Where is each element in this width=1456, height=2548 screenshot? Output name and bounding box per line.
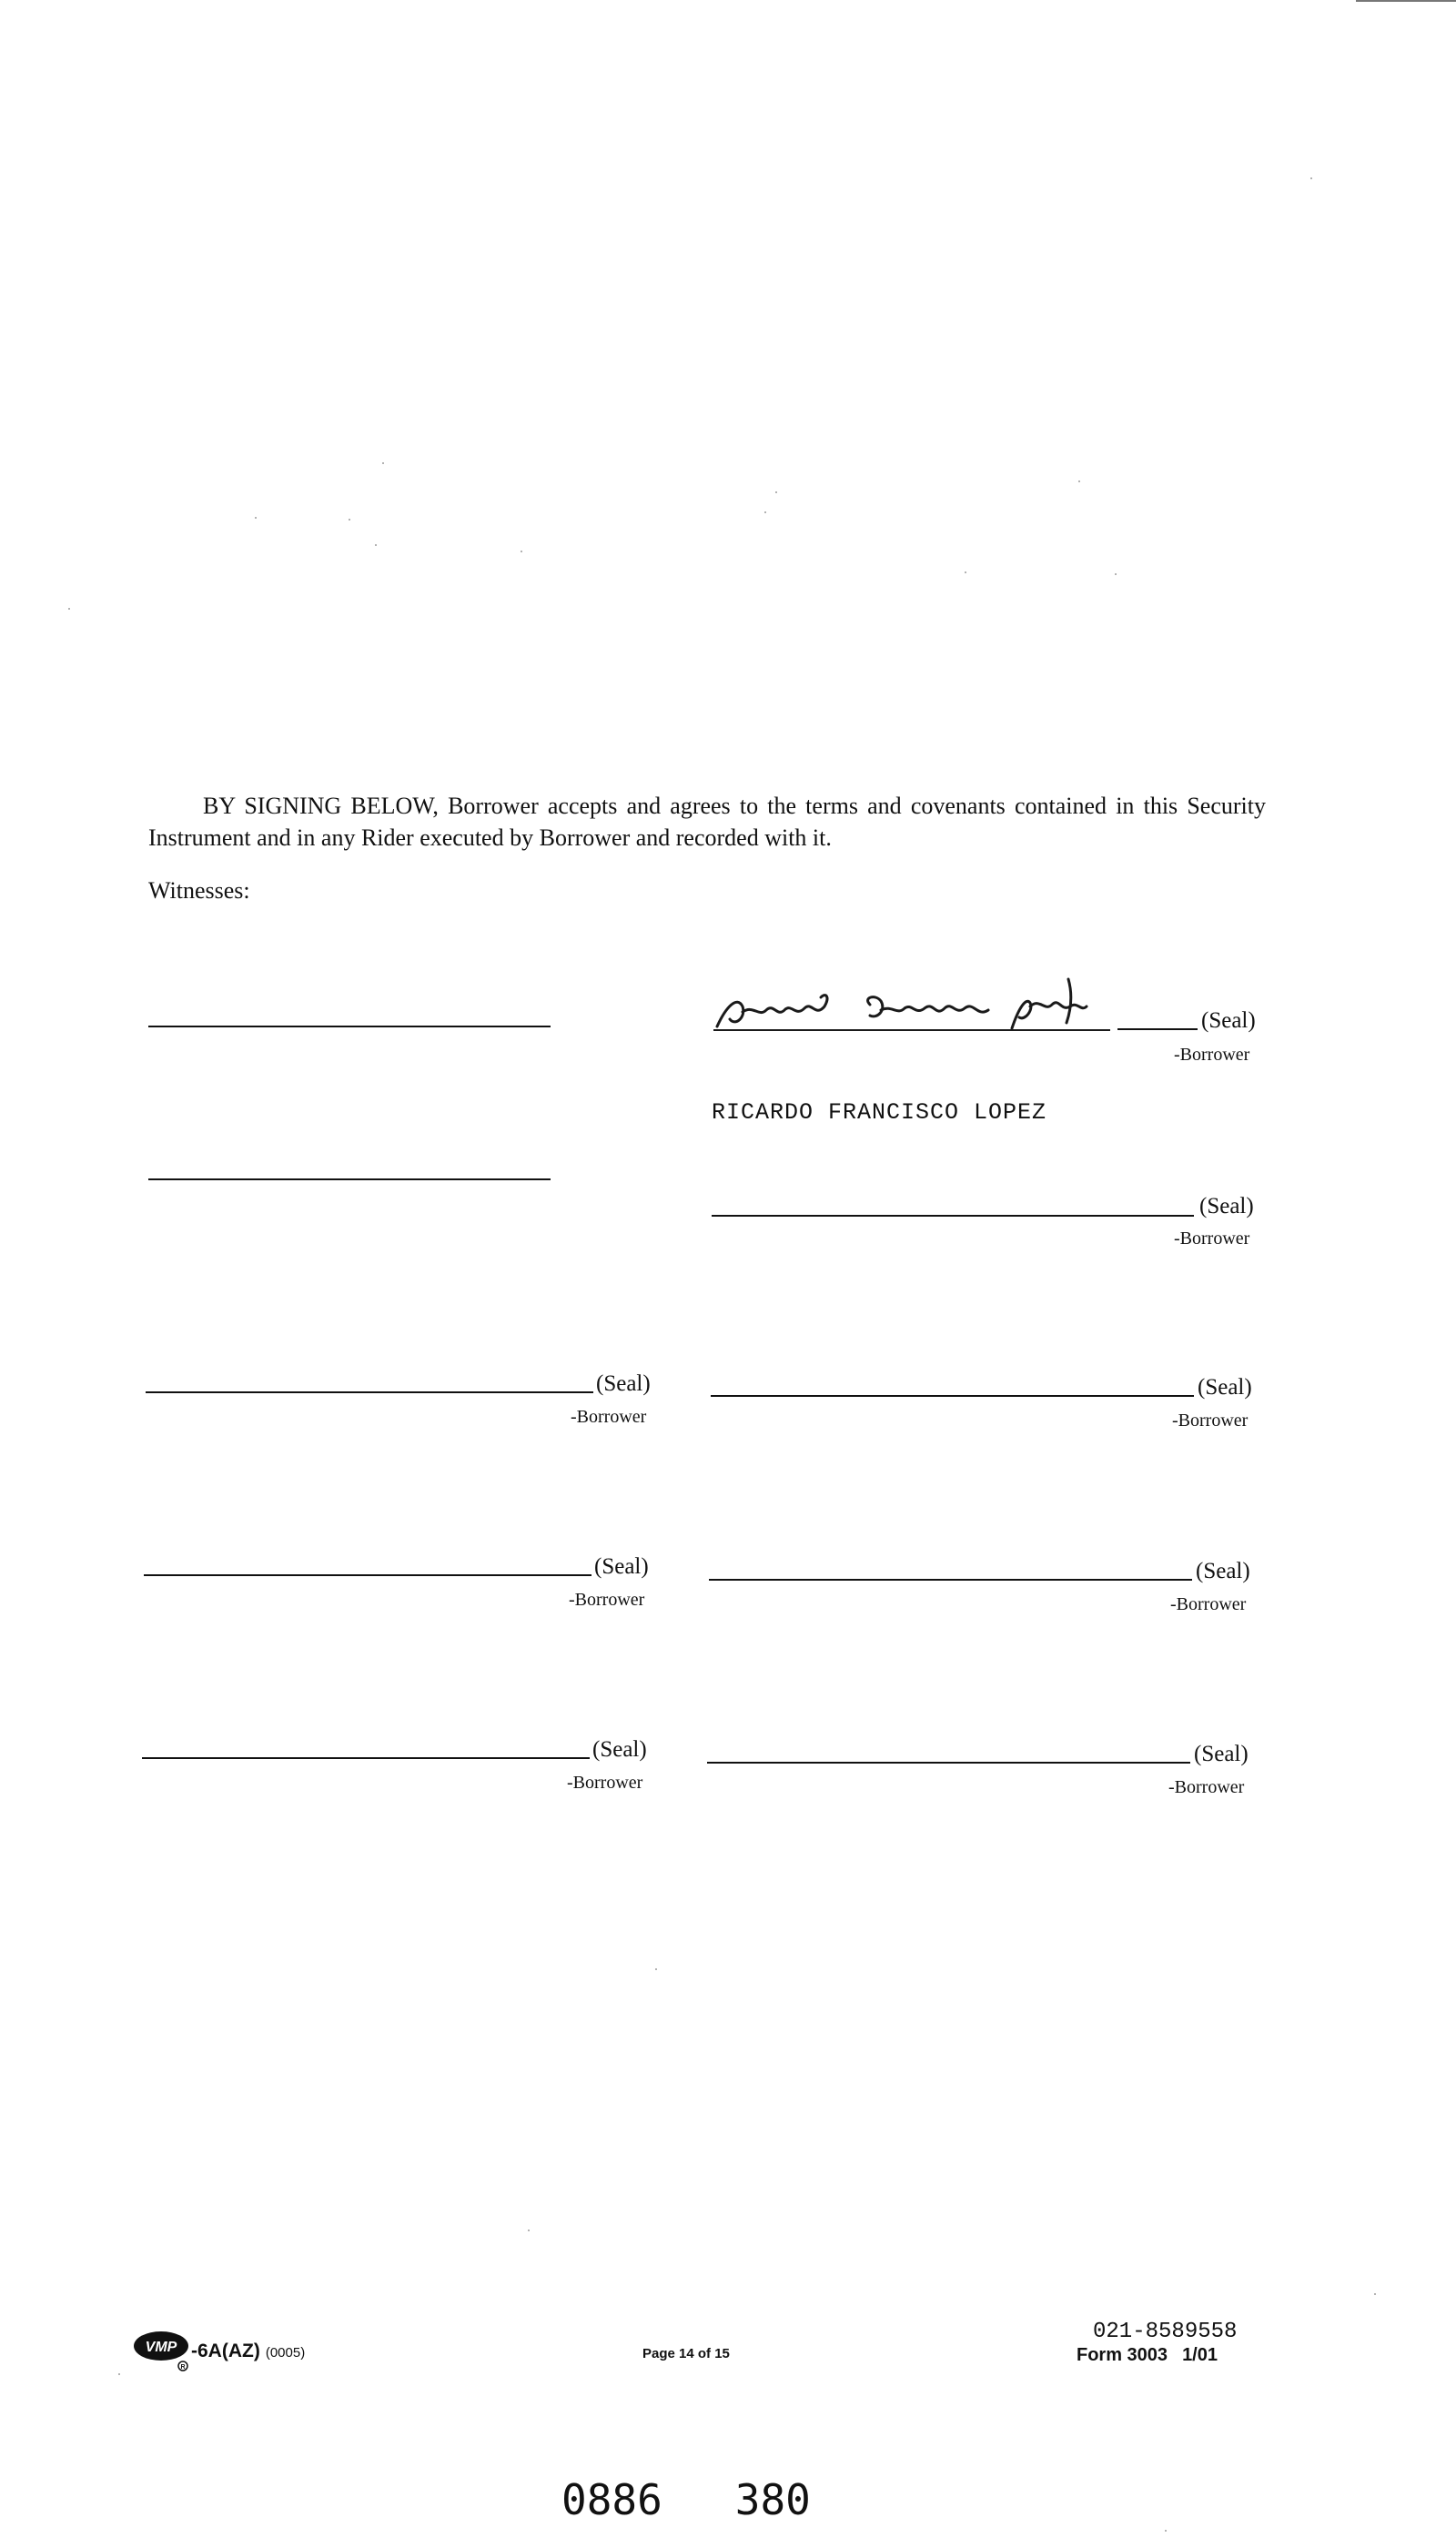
scan-speck [655, 1968, 657, 1970]
borrower-label: -Borrower [571, 1407, 647, 1427]
borrower-signature-line-3[interactable] [146, 1391, 593, 1393]
scan-speck [764, 511, 766, 513]
vmp-logo-icon [132, 2328, 196, 2373]
form-code: -6A(AZ) [191, 2341, 260, 2361]
borrower-label: -Borrower [1174, 1045, 1250, 1065]
seal-label: (Seal) [594, 1554, 649, 1579]
scan-speck [775, 491, 777, 493]
seal-label: (Seal) [596, 1371, 651, 1396]
seal-label: (Seal) [1199, 1194, 1254, 1218]
scan-speck [1078, 480, 1080, 482]
signing-statement-text: BY SIGNING BELOW, Borrower accepts and agrees to the terms and covenants contained in this Security Instrument and in any Rider executed by Borrower and recorded with it. [148, 793, 1266, 851]
form-name: Form 3003 [1077, 2345, 1168, 2365]
borrower-label: -Borrower [1172, 1410, 1249, 1431]
svg-text:VMP: VMP [145, 2340, 177, 2355]
borrower-label: -Borrower [1174, 1228, 1250, 1249]
form-code-suffix: (0005) [265, 2345, 306, 2361]
borrower-signature-line-4[interactable] [711, 1395, 1194, 1397]
borrower-signature-line-7[interactable] [142, 1757, 590, 1759]
recording-page: 380 [734, 2475, 811, 2524]
scan-edge-mark [1356, 0, 1456, 2]
borrower-signature-line-6[interactable] [709, 1579, 1192, 1581]
borrower-label: -Borrower [569, 1590, 645, 1610]
page-number: Page 14 of 15 [642, 2346, 730, 2361]
recording-stamp [561, 2475, 811, 2524]
borrower-signature-line-2[interactable] [712, 1215, 1194, 1217]
borrower-signature-line-5[interactable] [144, 1574, 592, 1576]
seal-label: (Seal) [1194, 1742, 1249, 1766]
scan-speck [965, 571, 966, 573]
seal-label: (Seal) [592, 1737, 647, 1762]
loan-number: 021-8589558 [1093, 2320, 1238, 2344]
scan-speck [255, 517, 257, 519]
borrower-typed-name: RICARDO FRANCISCO LOPEZ [712, 1099, 1047, 1126]
borrower-label: -Borrower [1168, 1777, 1245, 1797]
scan-speck [528, 2230, 530, 2231]
scan-speck [375, 544, 377, 546]
scan-speck [349, 519, 350, 521]
signing-statement [148, 790, 1266, 854]
scan-speck [521, 551, 522, 552]
witnesses-label: Witnesses: [148, 877, 250, 904]
form-identifier [1077, 2345, 1218, 2366]
scan-speck [1374, 2293, 1376, 2295]
witness-signature-line-2[interactable] [148, 1178, 551, 1180]
recording-book: 0886 [561, 2475, 662, 2524]
scan-speck [118, 2373, 120, 2375]
borrower-signature-line-8[interactable] [707, 1762, 1190, 1764]
scan-speck [1115, 573, 1117, 575]
seal-label: (Seal) [1196, 1559, 1250, 1583]
scan-speck [68, 608, 70, 610]
scan-speck [1165, 2530, 1167, 2532]
seal-label: (Seal) [1201, 1008, 1256, 1033]
witness-signature-line-1[interactable] [148, 1026, 551, 1027]
footer-form-code [191, 2341, 305, 2362]
form-date: 1/01 [1182, 2345, 1218, 2365]
seal-label: (Seal) [1198, 1375, 1252, 1400]
scan-speck [1310, 177, 1312, 179]
borrower-signature-line-1[interactable] [1117, 1028, 1198, 1030]
borrower-signature-image [710, 970, 1128, 1034]
borrower-label: -Borrower [567, 1773, 643, 1793]
scan-speck [382, 462, 384, 464]
borrower-label: -Borrower [1170, 1594, 1247, 1614]
svg-text:R: R [180, 2364, 186, 2371]
